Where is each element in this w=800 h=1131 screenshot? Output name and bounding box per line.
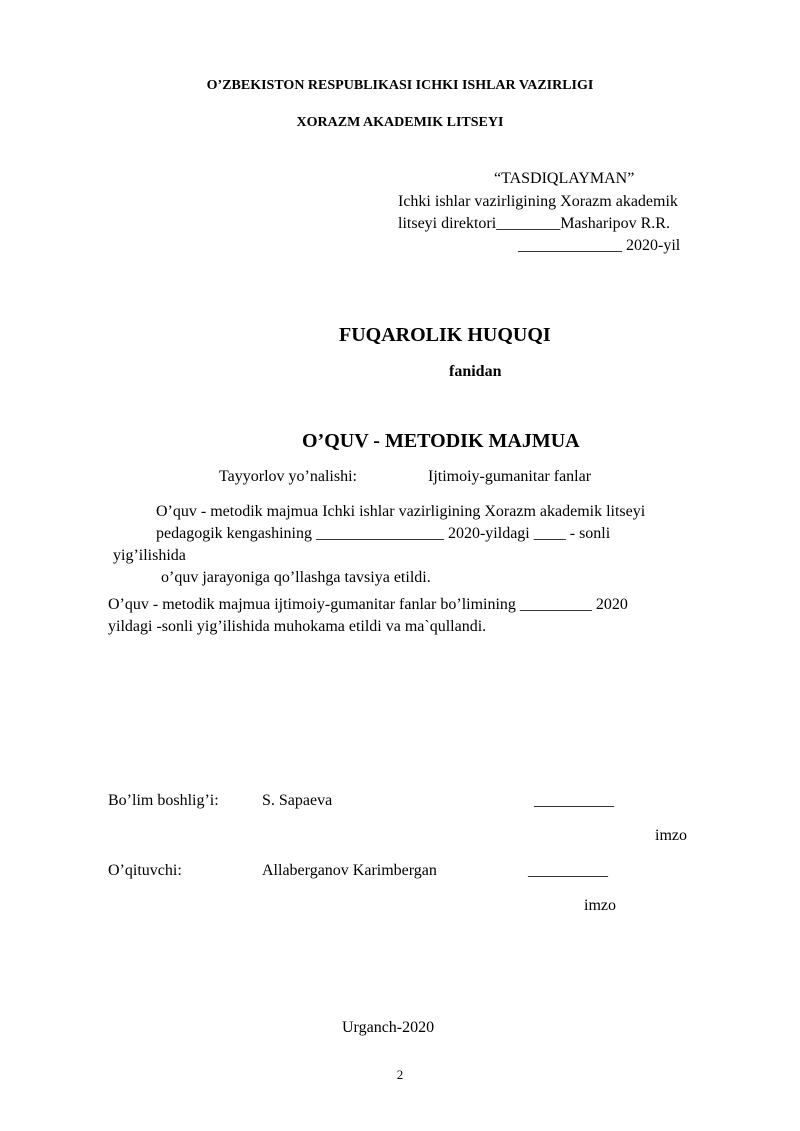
recommendation-line-3: yig’ilishida: [113, 547, 186, 564]
subject-suffix: fanidan: [449, 363, 502, 380]
signature-role: O’qituvchi:: [108, 862, 182, 879]
direction-value: Ijtimoiy-gumanitar fanlar: [428, 468, 592, 485]
signature-role: Bo’lim boshlig’i:: [108, 792, 219, 809]
signature-name: Allaberganov Karimbergan: [262, 862, 437, 879]
approval-line-2: litseyi direktori________Masharipov R.R.: [398, 215, 670, 232]
signature-name: S. Sapaeva: [262, 792, 333, 809]
page-number: 2: [396, 1067, 404, 1082]
signature-caption: imzo: [655, 827, 687, 844]
ministry-heading: O’ZBEKISTON RESPUBLIKASI ICHKI ISHLAR VAZIRLIGI: [206, 78, 594, 93]
signature-line: __________: [534, 792, 614, 809]
approval-title: “TASDIQLAYMAN”: [494, 170, 635, 187]
approval-line-1: Ichki ishlar vazirligining Xorazm akademik: [398, 193, 678, 210]
recommendation-line-1: O’quv - metodik majmua Ichki ishlar vazirligining Xorazm akademik litseyi: [156, 503, 646, 520]
lyceum-heading: XORAZM AKADEMIK LITSEYI: [296, 115, 504, 130]
discussion-line-1: O’quv - metodik majmua ijtimoiy-gumanitar fanlar bo’limining _________ 2020: [108, 596, 628, 613]
place-year: Urganch-2020: [342, 1019, 435, 1036]
discussion-line-2: yildagi -sonli yig’ilishida muhokama etildi va ma`qullandi.: [108, 618, 487, 635]
signature-caption: imzo: [584, 897, 616, 914]
recommendation-line-2: pedagogik kengashining ________________ 2020-yildagi ____ - sonli: [156, 525, 611, 542]
approval-line-3: _____________ 2020-yil: [518, 237, 681, 254]
signature-line: __________: [528, 862, 608, 879]
direction-label: Tayyorlov yo’nalishi:: [219, 468, 357, 485]
recommendation-line-4: o’quv jarayoniga qo’llashga tavsiya etildi.: [161, 569, 431, 586]
subject-title: FUQAROLIK HUQUQI: [339, 324, 551, 346]
document-title: O’QUV - METODIK MAJMUA: [302, 430, 580, 452]
